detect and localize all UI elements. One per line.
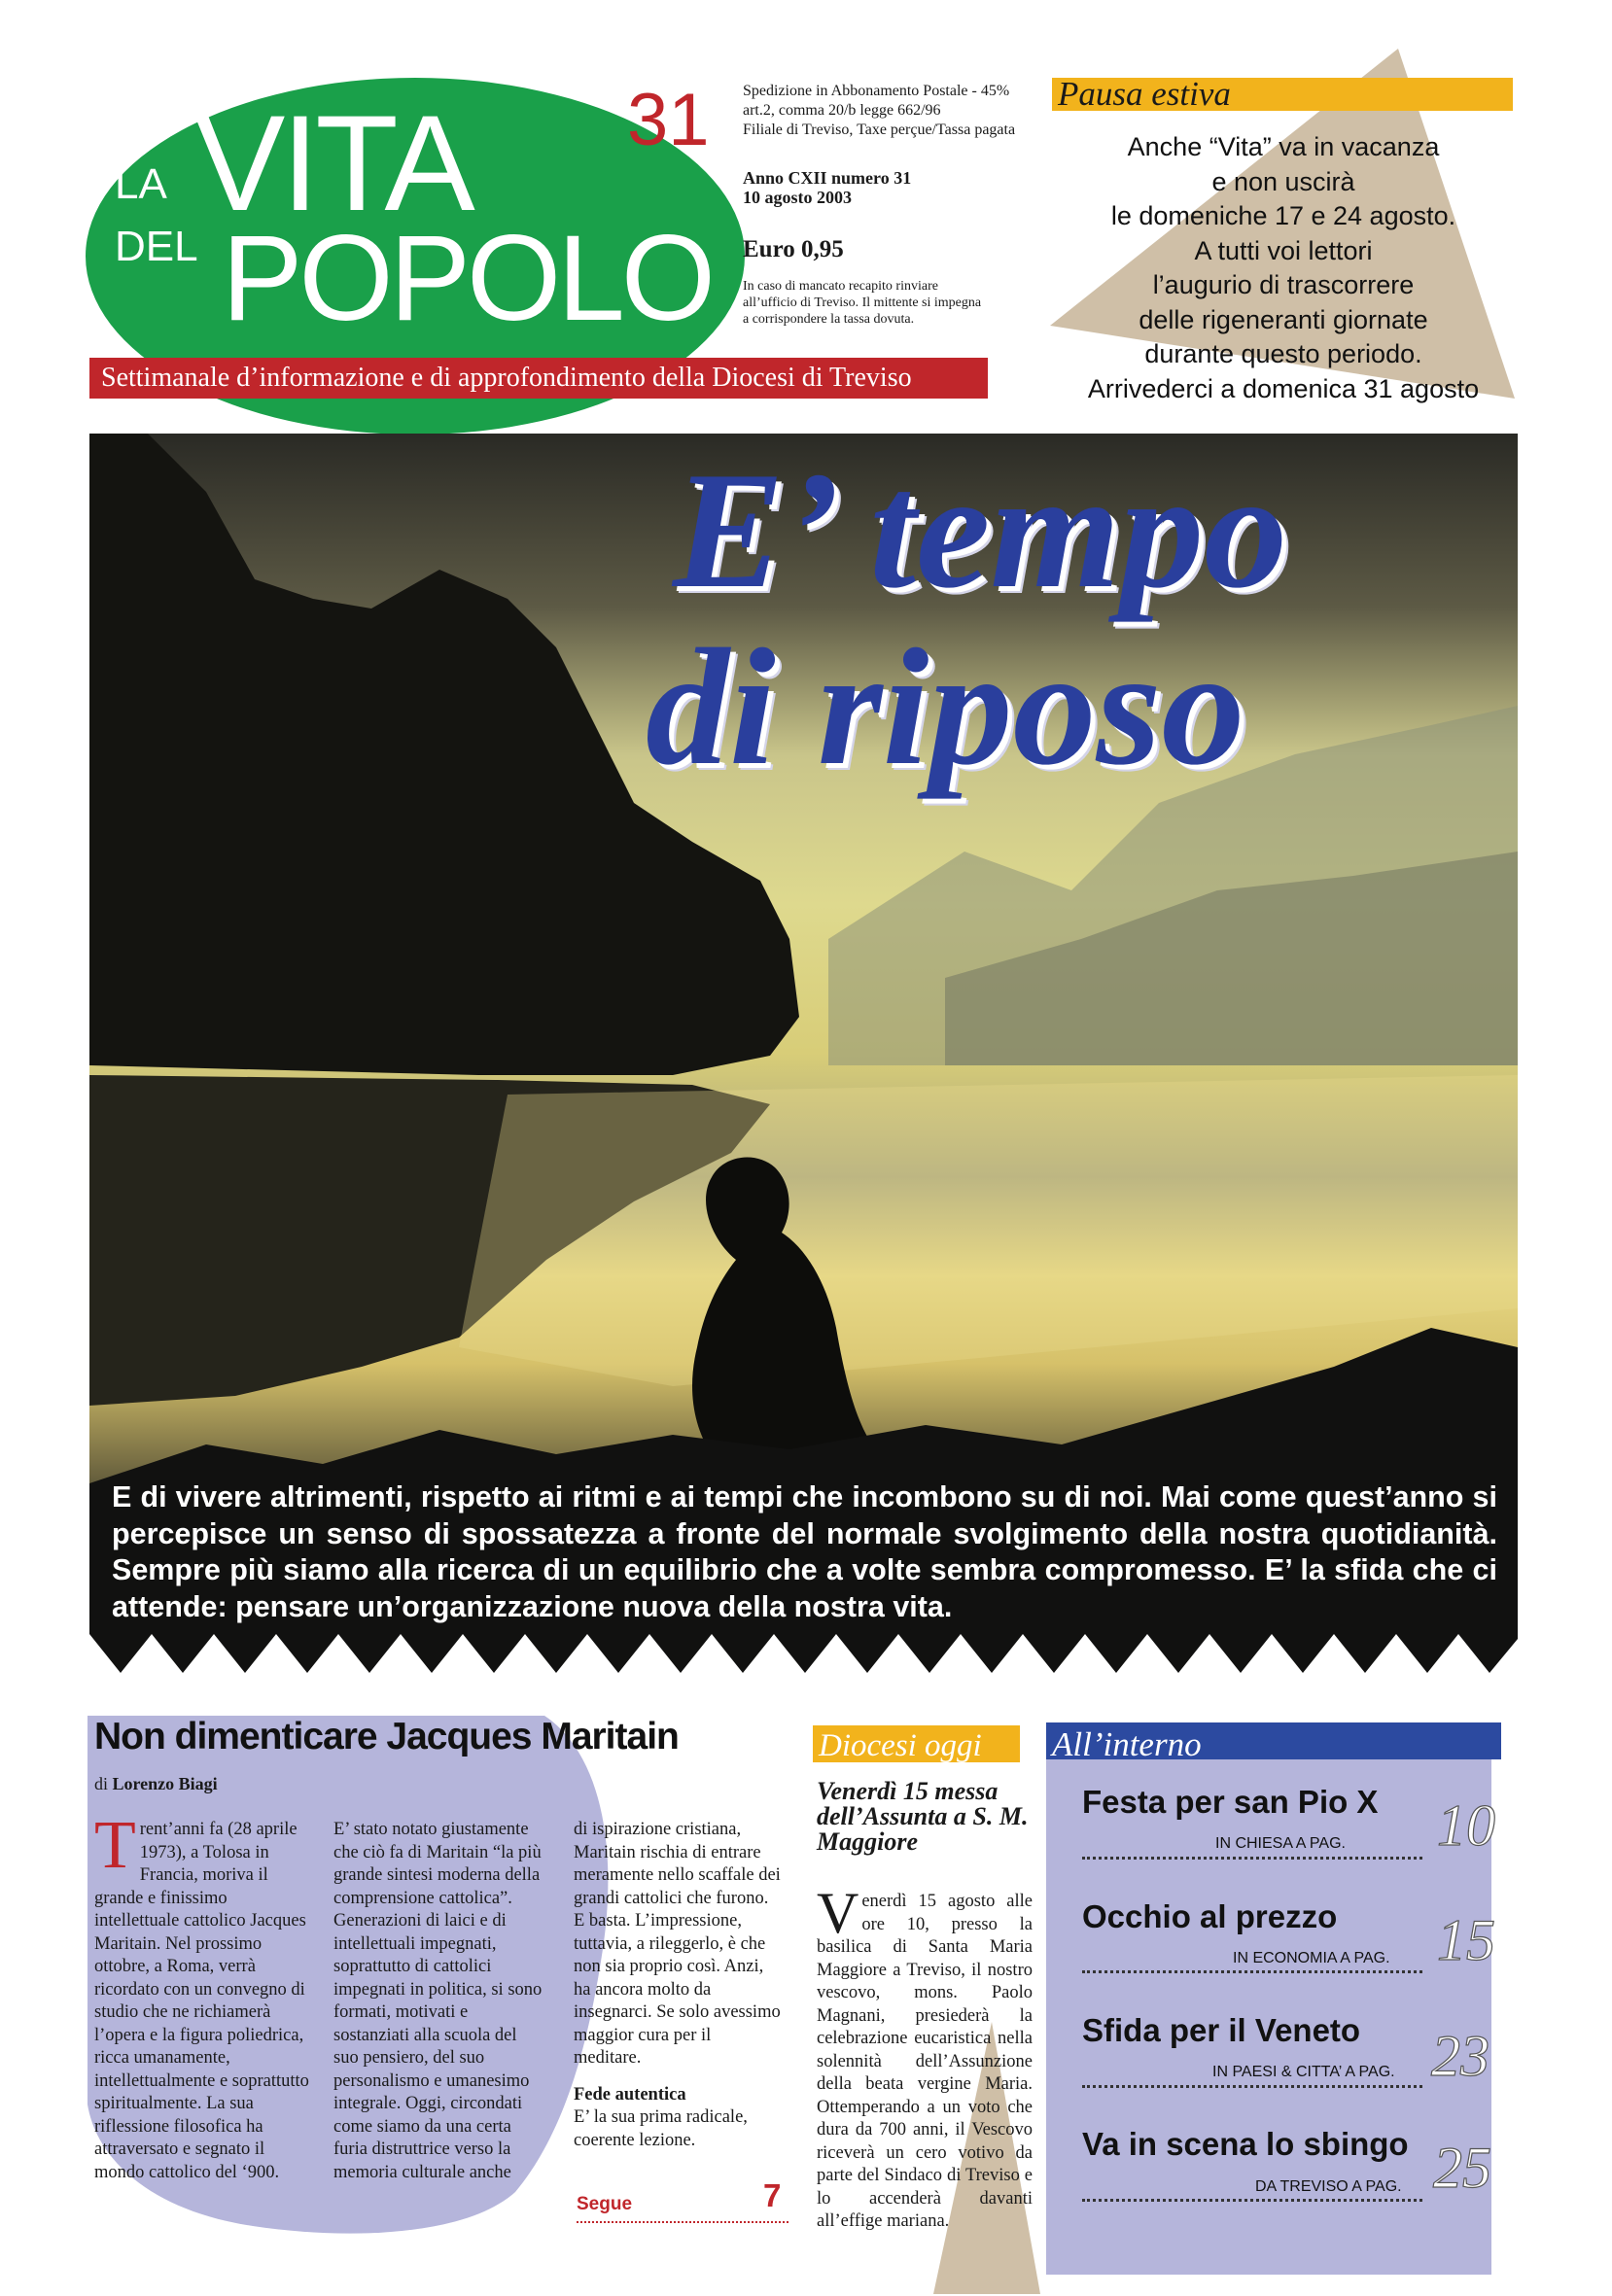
interno-item-section: IN PAESI & CITTA’ A PAG. [1212, 2064, 1395, 2080]
interno-item-section: IN CHIESA A PAG. [1215, 1835, 1346, 1852]
interno-item-page[interactable]: 25 [1433, 2136, 1491, 2200]
interno-item-title[interactable]: Festa per san Pio X [1082, 1784, 1379, 1820]
postal-line: Spedizione in Abbonamento Postale - 45% [743, 83, 1010, 99]
diocesi-header: Diocesi oggi [813, 1725, 1020, 1762]
article-column-3 [574, 1819, 783, 2152]
return-line: In caso di mancato recapito rinviare [743, 279, 938, 294]
pausa-line: durante questo periodo. [1144, 339, 1422, 368]
issue-year-number: Anno CXII numero 31 [743, 168, 912, 188]
continue-label[interactable]: Segue [577, 2194, 633, 2214]
return-line: all’ufficio di Treviso. Il mittente si impegna [743, 296, 982, 310]
interno-item-title[interactable]: Sfida per il Veneto [1082, 2012, 1361, 2048]
pausa-header: Pausa estiva [1052, 78, 1513, 111]
continue-page-number[interactable]: 7 [763, 2177, 782, 2213]
logo-popolo: POPOLO [222, 211, 712, 346]
interno-header: All’interno [1052, 1725, 1202, 1763]
price: Euro 0,95 [743, 236, 844, 262]
postal-info [743, 82, 1034, 140]
diocesi-body [817, 1881, 1033, 2234]
diocesi-title: Venerdì 15 messa dell’Assunta a S. M. Maggiore [817, 1777, 1029, 1856]
column-text: di ispirazione cristiana, Maritain rischia di entrare meramente nello scaffale dei grandi cattolici che furono. E basta. L’impressione, tuttavia, a rileggerlo, è che non sia proprio così. Anzi, ha ancora molto da insegnarci. Se solo avessimo maggior cura per il meditare. [574, 1820, 781, 2068]
byline-prefix: di [94, 1774, 109, 1793]
article-title: Non dimenticare Jacques Maritain [94, 1716, 679, 1757]
interno-item-title[interactable]: Va in scena lo sbingo [1082, 2126, 1409, 2162]
diocesi-text: enerdì 15 agosto alle ore 10, presso la basilica di Santa Maria Maggiore a Treviso, il nostro vescovo, mons. Paolo Magnani, presiederà la celebrazione eucaristica nella solennità dell’Assunzione della beata vergine Maria. Ottemperando a un voto che dura da 700 anni, il Vescovo riceverà un cero votivo da parte del Sindaco di Treviso e lo accenderà davanti all’effige mariana. [817, 1892, 1033, 2231]
logo-del: DEL [115, 223, 198, 270]
article-column-2: E’ stato notato giustamente che ciò fa di Maritain “la più grande sintesi moderna della comprensione cattolica”. Generazioni di laici e di intellettuali impegnati, soprattutto di cattolici impegnati in politica, si sono formati, motivati e sostanziati alla scuola del suo pensiero, del suo personalismo e umanesimo integrale. Oggi, circondati come siamo da una certa furia distruttrice verso la memoria culturale anche [333, 1820, 543, 2182]
interno-item-dotted-rule [1082, 2199, 1422, 2202]
headline-line-1: E’ tempo [673, 438, 1288, 623]
pausa-line: delle rigeneranti giornate [1139, 304, 1428, 334]
interno-item-page[interactable]: 15 [1437, 1908, 1495, 1972]
pausa-text [1040, 130, 1526, 406]
postal-line: art.2, comma 20/b legge 662/96 [743, 102, 941, 119]
interno-item-dotted-rule [1082, 1857, 1422, 1860]
interno-item-section: DA TREVISO A PAG. [1255, 2178, 1402, 2195]
logo-la: LA [115, 160, 167, 208]
pausa-line: l’augurio di trascorrere [1152, 270, 1415, 299]
dropcap: T [94, 1808, 136, 1883]
article-column-1 [94, 1808, 313, 2184]
pausa-line: Arrivederci a domenica 31 agosto [1087, 373, 1480, 403]
logo-vita: VITA [194, 87, 472, 239]
return-line: a corrispondere la tassa dovuta. [743, 312, 915, 327]
article-subhead: Fede autentica [574, 2084, 686, 2105]
headline-line-2: di riposo [646, 615, 1245, 800]
interno-item-page[interactable]: 10 [1437, 1793, 1495, 1858]
postal-line: Filiale di Treviso, Taxe perçue/Tassa pagata [743, 122, 1016, 138]
interno-item-title[interactable]: Occhio al prezzo [1082, 1898, 1338, 1934]
interno-item-dotted-rule [1082, 2085, 1422, 2088]
pausa-line: Anche “Vita” va in vacanza [1127, 132, 1440, 161]
continue-dotted-rule [577, 2221, 788, 2223]
interno-item-section: IN ECONOMIA A PAG. [1233, 1950, 1390, 1966]
article-byline [94, 1774, 218, 1794]
pausa-line: A tutti voi lettori [1194, 235, 1373, 265]
pausa-line: e non uscirà [1211, 166, 1355, 196]
pausa-line: le domeniche 17 e 24 agosto. [1110, 201, 1456, 230]
hero-caption: E di vivere altrimenti, rispetto ai ritmi e ai tempi che incombono su di noi. Mai come quest’anno si percepisce un senso di spossatezza a fronte del normale svolgimento della nostra quotidianità. Sempre più siamo alla ricerca di un equilibrio che a volte sembra compromesso. E’ la sfida che ci attende: pensare un’organizzazione nuova della nostra vita. [112, 1480, 1497, 1623]
byline-author: Lorenzo Biagi [112, 1774, 218, 1793]
column-text: rent’anni fa (28 aprile 1973), a Tolosa in Francia, moriva il grande e finissimo intellettuale cattolico Jacques Maritain. Nel prossimo ottobre, a Roma, verrà ricordato con un convegno di studio che ne richiamerà l’opera e la figura poliedrica, ricca umanamente, intellettualmente e soprattutto spiritualmente. La sua riflessione filosofica ha attraversato e segnato il mondo cattolico del ‘900. [94, 1820, 309, 2182]
interno-item-dotted-rule [1082, 1970, 1422, 1973]
return-note [743, 278, 1025, 328]
column-text: E’ la sua prima radicale, coerente lezione. [574, 2107, 748, 2150]
interno-item-page[interactable]: 23 [1431, 2024, 1489, 2088]
issue-number: 31 [627, 79, 710, 161]
issue-info [743, 168, 911, 207]
dropcap: V [817, 1881, 859, 1945]
issue-date: 10 agosto 2003 [743, 188, 852, 207]
masthead-subtitle: Settimanale d’informazione e di approfondimento della Diocesi di Treviso [89, 358, 988, 399]
